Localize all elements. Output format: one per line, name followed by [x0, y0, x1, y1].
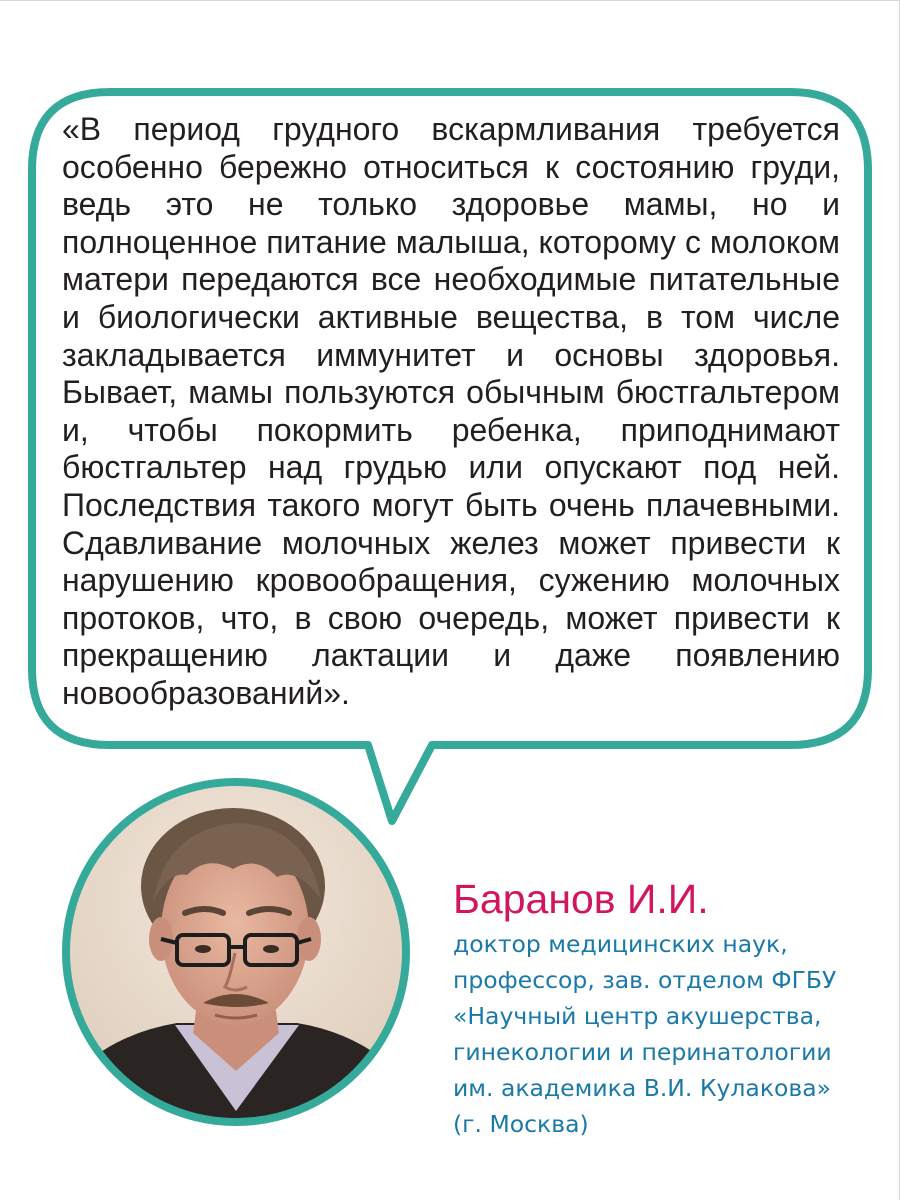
author-photo	[57, 771, 415, 1133]
author-credentials	[453, 926, 883, 1142]
author-credentials-line: (г. Москва)	[453, 1110, 589, 1138]
author-credentials-line: доктор медицинских наук,	[453, 930, 788, 958]
author-caption	[453, 874, 883, 1142]
quote-text: «В период грудного вскармливания требуется особенно бережно относиться к состоянию груди, ведь это не только здоровье мамы, но и полноценное питание малыша, которому с молоком матери передаются все необходимые питательные и биологически активные вещества, в том числе закладывается иммунитет и основы здоровья. Бывает, мамы пользуются обычным бюстгальтером и, чтобы покормить ребенка, приподнимают бюстгальтер над грудью или опускают под ней. Последствия такого могут быть очень плачевными. Сдавливание молочных желез может привести к нарушению кровообращения, сужению молочных протоков, что, в свою очередь, может привести к прекращению лактации и даже появлению новообразований».	[62, 111, 840, 711]
author-credentials-line: профессор, зав. отделом ФГБУ	[453, 966, 837, 994]
author-credentials-line: им. академика В.И. Кулакова»	[453, 1074, 832, 1102]
author-credentials-line: гинекологии и перинатологии	[453, 1038, 832, 1066]
author-name: Баранов И.И.	[453, 876, 709, 922]
author-credentials-line: «Научный центр акушерства,	[453, 1002, 822, 1030]
